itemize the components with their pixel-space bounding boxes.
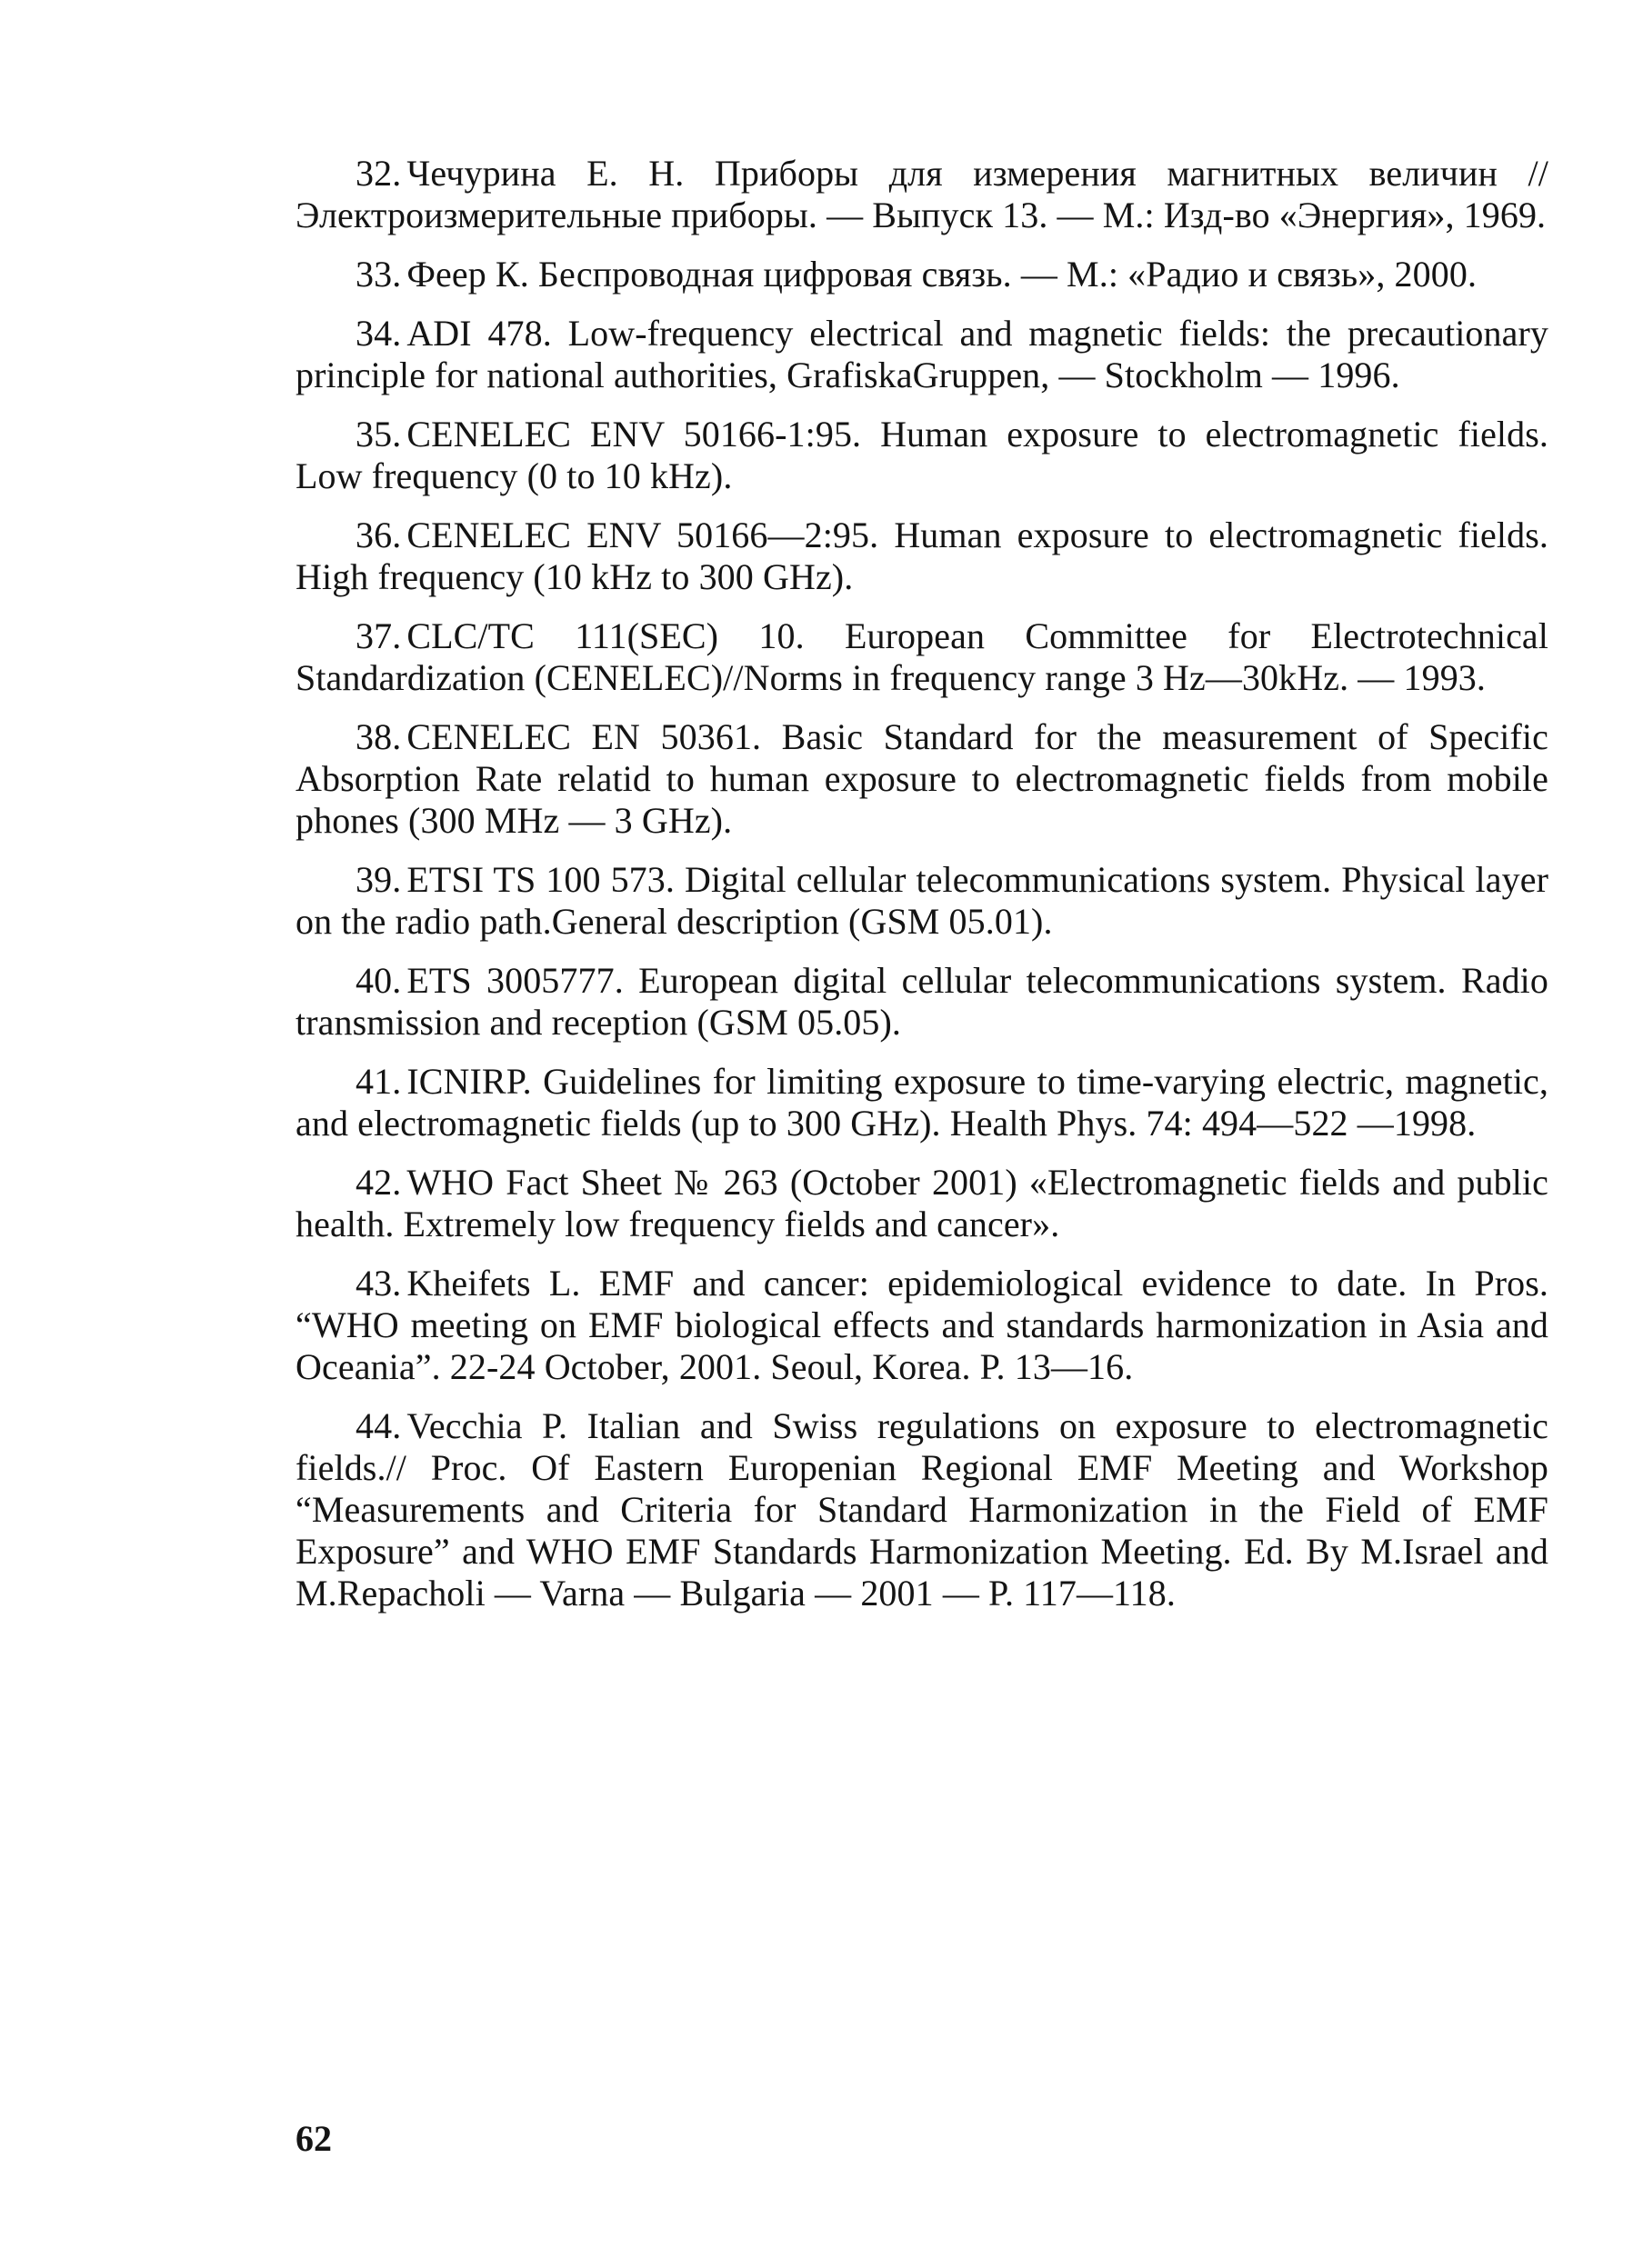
reference-number: 40.	[356, 960, 402, 1001]
reference-text: ETS 3005777. European digital cellular telecommunications system. Radio transmission and reception (GSM 05.05).	[296, 960, 1548, 1043]
reference-number: 44.	[356, 1405, 402, 1446]
reference-item	[296, 1263, 1548, 1388]
reference-number: 32.	[356, 153, 402, 194]
reference-item	[296, 515, 1548, 598]
reference-text: Vecchia P. Italian and Swiss regulations on exposure to electromagnetic fields.// Proc. Of Eastern Europenian Regional EMF Meeting and Workshop “Measurements and Criteria for Standard Harmonization in the Field of EMF Exposure” and WHO EMF Standards Harmonization Meeting. Ed. By M.Israel and M.Repacholi — Varna — Bulgaria — 2001 — P. 117—118.	[296, 1405, 1548, 1614]
reference-item	[296, 1061, 1548, 1144]
reference-text: Феер К. Беспроводная цифровая связь. — М.: «Радио и связь», 2000.	[406, 254, 1478, 295]
reference-number: 43.	[356, 1263, 402, 1304]
reference-number: 41.	[356, 1061, 402, 1102]
reference-item	[296, 313, 1548, 396]
reference-item	[296, 254, 1548, 295]
reference-number: 38.	[356, 716, 402, 757]
reference-text: CENELEC EN 50361. Basic Standard for the measurement of Specific Absorption Rate relatid to human exposure to electromagnetic fields from mobile phones (300 MHz — 3 GHz).	[296, 716, 1548, 841]
reference-number: 42.	[356, 1162, 402, 1203]
page-number: 62	[296, 2118, 332, 2159]
reference-number: 34.	[356, 313, 402, 354]
reference-item	[296, 859, 1548, 943]
reference-item	[296, 615, 1548, 699]
reference-item	[296, 1405, 1548, 1614]
reference-text: CLC/TC 111(SEC) 10. European Committee for Electrotechnical Standardization (CENELEC)//Norms in frequency range 3 Hz—30kHz. — 1993.	[296, 615, 1548, 698]
reference-item	[296, 1162, 1548, 1245]
reference-text: Kheifets L. EMF and cancer: epidemiological evidence to date. In Pros. “WHO meeting on EMF biological effects and standards harmonization in Asia and Oceania”. 22-24 October, 2001. Seoul, Korea. P. 13—16.	[296, 1263, 1548, 1387]
reference-text: WHO Fact Sheet № 263 (October 2001) «Electromagnetic fields and public health. Extremely low frequency fields and cancer».	[296, 1162, 1548, 1244]
reference-item	[296, 153, 1548, 236]
reference-item	[296, 960, 1548, 1044]
reference-text: ADI 478. Low-frequency electrical and magnetic fields: the precautionary principle for national authorities, GrafiskaGruppen, — Stockholm — 1996.	[296, 313, 1548, 395]
reference-number: 39.	[356, 859, 402, 900]
reference-item	[296, 414, 1548, 497]
reference-text: CENELEC ENV 50166-1:95. Human exposure to electromagnetic fields. Low frequency (0 to 10 kHz).	[296, 414, 1548, 496]
reference-text: Чечурина Е. Н. Приборы для измерения магнитных величин //Электроизмерительные приборы. — Выпуск 13. — М.: Изд-во «Энергия», 1969.	[296, 153, 1548, 235]
reference-number: 37.	[356, 615, 402, 656]
reference-number: 36.	[356, 515, 402, 555]
reference-text: ICNIRP. Guidelines for limiting exposure to time-varying electric, magnetic, and electromagnetic fields (up to 300 GHz). Health Phys. 74: 494—522 —1998.	[296, 1061, 1548, 1144]
reference-text: CENELEC ENV 50166—2:95. Human exposure to electromagnetic fields. High frequency (10 kHz to 300 GHz).	[296, 515, 1548, 597]
reference-number: 33.	[356, 254, 402, 295]
reference-text: ETSI TS 100 573. Digital cellular telecommunications system. Physical layer on the radio path.General description (GSM 05.01).	[296, 859, 1548, 942]
reference-number: 35.	[356, 414, 402, 455]
reference-list	[296, 153, 1548, 1632]
reference-item	[296, 716, 1548, 842]
